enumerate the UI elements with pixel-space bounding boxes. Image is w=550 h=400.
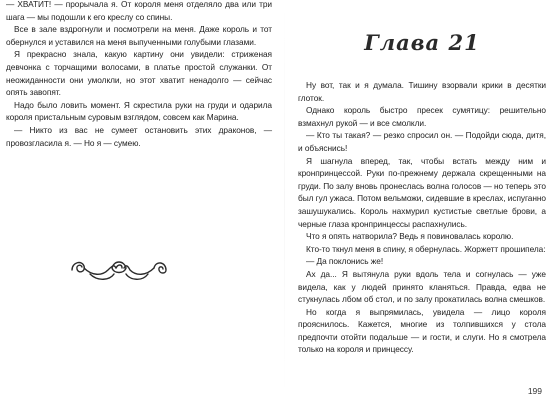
right-page <box>298 0 546 400</box>
paragraph: Ну вот, так и я думала. Тишину взорвали крики в десятки глоток. <box>298 80 546 103</box>
paragraph: Однако король быстро пресек сумятицу: решительно взмахнул рукой — и все смолкли. <box>298 105 546 128</box>
gutter <box>284 0 285 400</box>
page-number: 199 <box>527 386 542 396</box>
paragraph: Что я опять натворила? Ведь я повиновалась королю. <box>306 231 514 242</box>
left-page <box>6 0 272 400</box>
paragraph: Я шагнула вперед, так, чтобы встать между ним и кронпринцессой. Руки по-прежнему держала скрещенными на груди. По залу вновь пронеслась волна голосов — но теперь это был гул ужаса. Потом вельможи, сидевшие в креслах, испуганно зашушукались. Король нахмурил кустистые светлые брови, а черные глаза кронпринцессы распахнулись. <box>298 155 546 229</box>
flourish-ornament-icon <box>68 252 170 286</box>
chapter-title: Глава 21 <box>364 30 480 55</box>
left-page-text <box>6 0 272 149</box>
paragraph: Надо было ловить момент. Я скрестила руки на груди и одарила короля пристальным суровым взглядом, совсем как Марина. <box>6 99 272 123</box>
right-page-text <box>298 79 546 356</box>
paragraph: — Кто ты такая? — резко спросил он. — Подойди сюда, дитя, и объяснись! <box>298 130 546 153</box>
paragraph: Ах да... Я вытянула руки вдоль тела и согнулась — уже видела, как у людей принято кланяться. Правда, едва не стукнулась лбом об стол, и по залу прокатилась волна смешков. <box>298 268 546 305</box>
paragraph: Кто-то ткнул меня в спину, я обернулась. Жоржетт прошипела: <box>306 243 546 254</box>
paragraph: — Да поклонись же! <box>306 256 384 267</box>
paragraph: Все в зале вздрогнули и посмотрели на меня. Даже король и тот обернулся и уставился на меня выпученными голубыми глазами. <box>6 24 272 47</box>
paragraph: Я прекрасно знала, какую картину они увидели: стриженая девчонка с торчащими волосами, в платье простой служанки. От неожиданности они умолкли, но этот хватит ненадолго — сейчас опять завопят. <box>6 49 272 98</box>
paragraph: — ХВАТИТ! — прорычала я. От короля меня отделяло два или три шага — мы подошли к его креслу со спины. <box>6 0 272 22</box>
paragraph: — Никто из вас не сумеет остановить этих драконов, — провозгласила я. — Но я — сумею. <box>6 124 272 148</box>
paragraph: Но когда я выпрямилась, увидела — лицо короля прояснилось. Кажется, многие из толпившихся у стола предпочти отойти подальше — и гости, и слуги. Но я смотрела только на короля и принцессу. <box>298 306 546 355</box>
